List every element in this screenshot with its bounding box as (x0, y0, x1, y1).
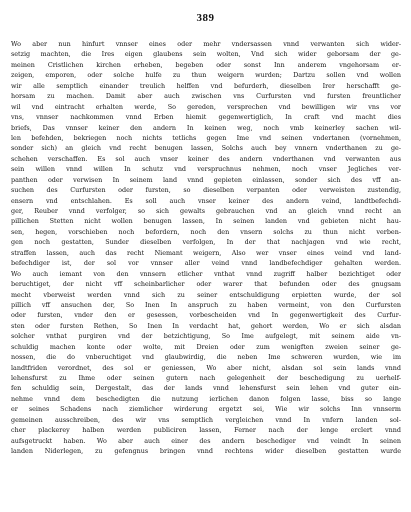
text-line: nossen, die do vnberuchtiget vnd glaubwirdig, die neben Ime schweren wurden, wie im (11, 353, 401, 362)
text-line: pillich vff ansuchen der, So Inen In anspruch zu haben vermeint, von den Curfursten (11, 300, 401, 309)
text-line: meinen Cristlichen kirchen erheben, begeben oder sonst Inn anderem vngehorsam er- (11, 60, 401, 69)
text-line: ensern vnd entschlahen. Es soll auch vnser keiner des andern veind, landtbefechdi- (11, 196, 401, 205)
text-line: zeigen, emporen, oder solche hulfe zu thun weigern wurden; Dartzu sollen vnd wollen (11, 71, 401, 80)
text-line: sen, hegen, vorschieben noch befordern, noch den vnsern solchs zu thun nicht verben- (11, 227, 401, 236)
text-line: pillichen Stetten nicht wollen benugen lassen, In seinen landen vnd gebieten nicht hau- (11, 217, 401, 226)
text-line: wir alle semptlich einander treulich helffen vnd befurderh, dieselben Irer herschafft ge- (11, 81, 401, 90)
text-line: sonder sich) an gleich vnd recht benugen lassen, Solchs auch bey vnnern vnderthanen zu ge- (11, 144, 401, 153)
text-line: cher plackerey halben werden publiciren lassen, Ferner nach der lenge erclert vnnd (11, 426, 401, 435)
text-line: oder fursten, vnder den er gesessen, vorbescheiden vnd In gegenwertigkeit des Curfur- (11, 311, 401, 320)
text-line: panthen oder verwisen In seinem land vnnd gepieten einlassen, sonder sich des vff an- (11, 175, 401, 184)
text-line: sten oder fursten Rethen, So Inen In verdacht hat, gehort werden, Wo er sich alsdan (11, 321, 401, 330)
body-text (11, 39, 401, 457)
text-line: horsam zu machen. Damit aber auch zwischen vns Curfursten vnd fursten freuntlicher (11, 92, 401, 101)
page-number: 389 (196, 12, 215, 24)
text-line: aufsgetruckt haben. Wo aber auch einer des andern beschediger vnd veindt In seinen (11, 436, 401, 445)
text-line: straffen lassen, auch das recht Niemant weigern, Also wer vnser eines veind vnd land- (11, 248, 401, 257)
text-line: landen Niderlegen, zu gefengnus bringen vnnd rechtens wider dieselben gestatten wurde (11, 447, 401, 456)
text-line: len befehden, bekriegen noch nichts tetlichs gegen Ime vnd seinen vndertanen (vornehmen, (11, 133, 401, 142)
text-line: mecht vberweist werden vnnd sich zu seiner entschuldigung erpietten wurde, der sol (11, 290, 401, 299)
text-line: sein willen vnnd willen In schutz vnd verspruchnus nehmen, noch vnser Jegliches ver- (11, 165, 401, 174)
text-line: gen noch gestatten, Sunder dieselben verfolgen, In der that nachjagen vnd wie recht, (11, 238, 401, 247)
text-line: briefs, Das vnnser keiner den andern In keinen weg, noch vmb keinerley sachen wil- (11, 123, 401, 132)
text-line: gemeinen ausschreiben, des wir vns semptlich vergleichen vnnd In vnfern landen sol- (11, 415, 401, 424)
text-line: setzig machten, die Ires eigen glaubens sein wolten, Vnd sich wider geborsam der ge- (11, 50, 401, 59)
text-line: beruchtiget, der nicht vff scheinbarlicher oder warer that befunden oder des gnugsam (11, 280, 401, 289)
text-line: wil vnd eintracht erhalten werde, So gereden, versprechen vnd bewilligen wir vns vor (11, 102, 401, 111)
text-line: befechdiger ist, der sol vor vnnser aller veind vnnd landbefechdiger gehalten werden. (11, 259, 401, 268)
text-line: fen schuldig sein, Dergestalt, das der lands vnnd lehensfurst sein lehen vnd guter ein- (11, 384, 401, 393)
text-line: Wo auch iemant von den vnnsern etlicher vnthat vnnd zugriff halber bezichtiget oder (11, 269, 401, 278)
text-line: schuldig machen konte oder wolte, mit Dreien oder zum wenigften zweien seiner ge- (11, 342, 401, 351)
text-line: Wo aber nun hinfurt vnnser eines oder mehr vndersassen vnnd verwanten sich wider- (11, 40, 401, 48)
text-line: nehme vnnd dem beschedigten die nutzung ierlichen danon folgen lasse, biss so lange (11, 394, 401, 403)
text-line: landtfriden verordnet, des sol er geniessen, Wo aber nicht, alsdan sol sein lands vnnd (11, 363, 401, 372)
text-line: vns, vnnser nachkommen vnnd Erben hiemit gegenwertiglich, In craft vnd macht dies (11, 113, 401, 122)
text-line: suchen des Curfursten oder fursten, so dieselben verpanten oder verweisten zustendig, (11, 186, 401, 195)
text-line: solcher vnthat purgiren vnd der betzichtigung, So Ime aufgelegt, mit seinem aide vn- (11, 332, 401, 341)
text-line: ger, Reuber vnnd verfolger, so sich gewalts gebrauchen vnd an gleich vnnd recht an (11, 207, 401, 215)
text-line: er seines Schadens nach ziemlicher wirderung ergetzt sei, Wie wir solchs Inn vnnserm (11, 405, 401, 414)
text-line: schehen verschaffen. Es sol auch vnser keiner des andern vnderthanen vnd verwanten aus (11, 154, 401, 163)
text-line: lehensfurst zu Ihme oder seinen gutern nach gelegenheit der beschedigung zu uerhelf- (11, 374, 401, 382)
